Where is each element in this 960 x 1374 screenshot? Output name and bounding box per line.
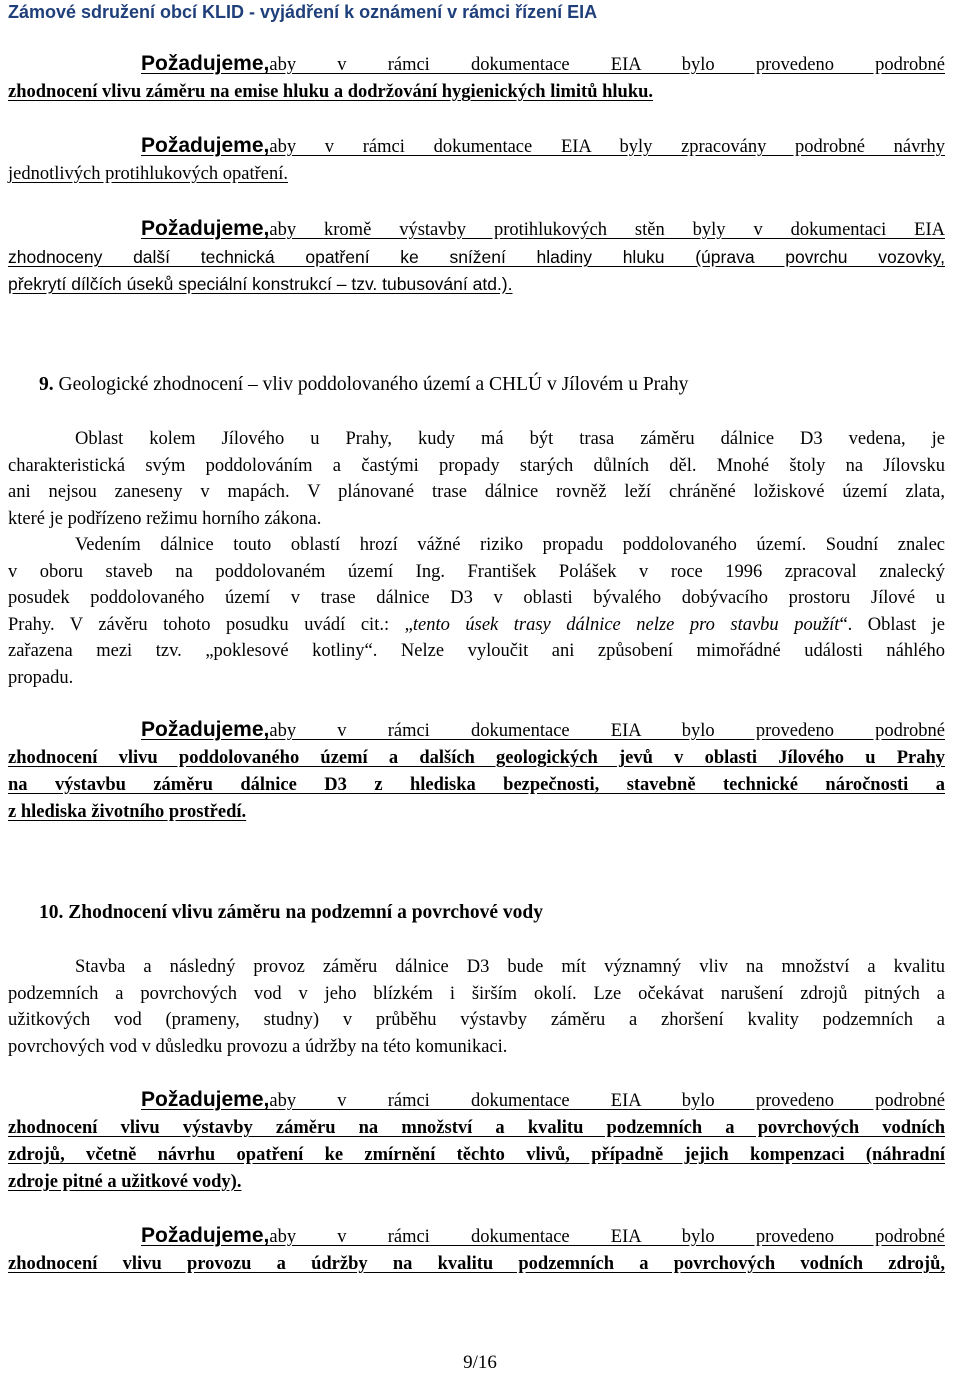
requirement-water-operation — [8, 1222, 945, 1278]
section-9-paragraph-1: Oblast kolem Jílového u Prahy, kudy má být trasa záměru dálnice D3 vedena, je charakteristická svým poddolováním a častými propady starých důlních děl. Mnohé štoly na Jílovsku ani nejsou zaneseny v mapách. V plánované trase dálnice rovněž leží chráněné ložiskové území zlata, které je podřízeno režimu horního zákona. — [8, 429, 945, 529]
requirement-text: aby v rámci dokumentace EIA bylo provedeno podrobné — [269, 1227, 945, 1247]
requirement-keyword: Požadujeme, — [141, 1224, 270, 1247]
requirement-text: aby v rámci dokumentace EIA bylo provedeno podrobné — [269, 1091, 945, 1111]
requirement-keyword: Požadujeme, — [141, 217, 270, 240]
requirement-text: z hlediska životního prostředí. — [8, 802, 247, 822]
requirement-text: překrytí dílčích úseků speciální konstrukcí – tzv. tubusování atd.). — [8, 274, 513, 294]
requirement-keyword: Požadujeme, — [141, 1088, 270, 1111]
requirement-text: jednotlivých protihlukových opatření. — [8, 164, 289, 184]
requirement-text: zhodnocení vlivu záměru na emise hluku a dodržování hygienických limitů hluku. — [8, 82, 654, 102]
section-10-paragraph: Stavba a následný provoz záměru dálnice D3 bude mít významný vliv na množství a kvalitu podzemních a povrchových vod v jeho blízkém i širším okolí. Lze očekávat narušení zdrojů pitných a užitkových vod (prameny, studny) v průběhu výstavby záměru a zhoršení kvality podzemních a povrchových vod v důsledku provozu a údržby na této komunikaci. — [8, 957, 945, 1057]
requirement-text: zdrojů, včetně návrhu opatření ke zmírnění těchto vlivů, případně jejich kompenzaci (náhradní — [8, 1145, 945, 1165]
requirement-text: zhodnoceny další technická opatření ke snížení hladiny hluku (úprava povrchu vozovky, — [8, 247, 945, 267]
requirement-text: zhodnocení vlivu výstavby záměru na množství a kvalitu podzemních a povrchových vodních — [8, 1118, 945, 1138]
requirement-undermined-area — [8, 716, 945, 826]
requirement-keyword: Požadujeme, — [141, 134, 270, 157]
requirement-text: aby v rámci dokumentace EIA bylo provedeno podrobné — [269, 721, 945, 741]
requirement-noise-technical — [8, 215, 945, 298]
section-9-heading — [39, 374, 688, 396]
requirement-text: aby v rámci dokumentace EIA byly zpracovány podrobné návrhy — [269, 137, 945, 157]
page-number: 9/16 — [463, 1352, 497, 1373]
section-number: 9. — [39, 374, 54, 395]
requirement-text: aby v rámci dokumentace EIA bylo provedeno podrobné — [269, 55, 945, 75]
requirement-text: aby kromě výstavby protihlukových stěn byly v dokumentaci EIA — [269, 220, 945, 240]
section-title: Geologické zhodnocení – vliv poddolovaného území a CHLÚ v Jílovém u Prahy — [58, 374, 689, 395]
requirement-noise-emissions — [8, 50, 945, 106]
section-9-paragraph-2: Vedením dálnice touto oblastí hrozí vážné riziko propadu poddolovaného území. Soudní znalec v oboru staveb na poddolovaném území Ing. František Polášek v roce 1996 zpracoval znalecký posudek poddolovaného území v trase dálnice D3 v oblasti bývalého dobývacího prostoru Jílové u Prahy. V závěru tohoto posudku uvádí cit.: „tento úsek trasy dálnice nelze pro stavbu použít“. Oblast je zařazena mezi tzv. „poklesové kotliny“. Nelze vyloučit ani způsobení mimořádné události náhlého propadu. — [8, 535, 945, 688]
requirement-text: zhodnocení vlivu poddolovaného území a dalších geologických jevů v oblasti Jílového u Prahy — [8, 748, 945, 768]
requirement-text: zdroje pitné a užitkové vody). — [8, 1172, 242, 1192]
requirement-water-construction — [8, 1086, 945, 1196]
requirement-noise-measures — [8, 132, 945, 188]
section-10-heading: 10. Zhodnocení vlivu záměru na podzemní a povrchové vody — [39, 902, 543, 923]
requirement-text: na výstavbu záměru dálnice D3 z hlediska bezpečnosti, stavebně technické náročnosti a — [8, 775, 945, 795]
expert-quote: tento úsek trasy dálnice nelze pro stavbu použít — [412, 614, 840, 635]
requirement-keyword: Požadujeme, — [141, 52, 270, 75]
document-header: Zámové sdružení obcí KLID - vyjádření k oznámení v rámci řízení EIA — [8, 2, 598, 22]
requirement-keyword: Požadujeme, — [141, 718, 270, 741]
requirement-text: zhodnocení vlivu provozu a údržby na kvalitu podzemních a povrchových vodních zdrojů, — [8, 1254, 945, 1274]
